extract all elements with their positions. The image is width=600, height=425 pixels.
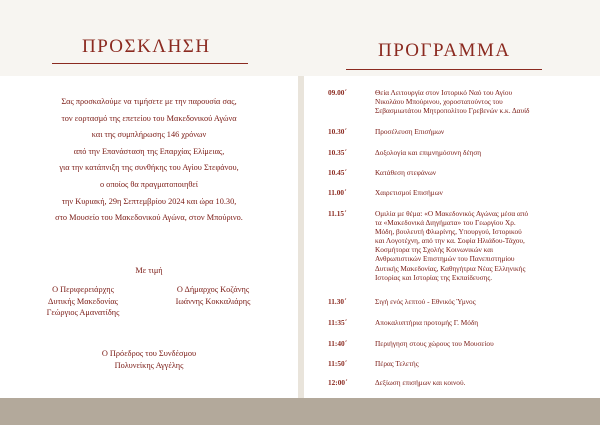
footer-band [0,398,600,425]
schedule-desc: Δεξίωση επισήμων και κοινού. [375,378,466,387]
schedule-time: 10.30΄ [328,127,347,136]
invitation-line: στο Μουσείο του Μακεδονικού Αγώνα, στον Μπούρινο. [55,213,243,223]
signatory-president [0,348,298,371]
schedule-time: 10.45΄ [328,168,347,177]
schedule-time: 10.35΄ [328,148,347,157]
invitation-line: την Κυριακή, 29η Σεπτεμβρίου 2024 και ώρα 10.30, [61,196,237,206]
schedule-time: 09.00΄ [328,88,347,97]
schedule-desc: Δοξολογία και επιμνημόσυνη δέηση [375,148,482,157]
signatory-governor [22,284,144,319]
invitation-line: ο οποίος θα πραγματοποιηθεί [99,179,199,189]
schedule-time: 11:50΄ [328,359,348,368]
schedule-time: 11.00΄ [328,188,347,197]
invitation-heading: ΠΡΟΣΚΛΗΣΗ [82,36,211,57]
signatory-line: Δυτικής Μακεδονίας [48,296,118,306]
invitation-line: για την κατάπνιξη της συνθήκης του Αγίου Στεφάνου, [59,163,239,173]
invitation-heading-rule [52,63,248,64]
schedule-desc: Πέρας Τελετής [375,359,419,368]
signatory-line: Ιωάννης Κοκκαλιάρης [175,296,251,306]
signatory-line: Ο Πρόεδρος του Συνδέσμου [101,349,197,358]
schedule-time: 11:35΄ [328,318,348,327]
schedule-desc: Χαιρετισμοί Επισήμων [375,188,443,197]
schedule-desc: Κατάθεση στεφάνων [375,168,437,177]
schedule-desc: Θεία Λειτουργία στον Ιστορικό Ναό του Αγίου Νικολάου Μπούρινου, χοροστατούντος του Σεβασμιωτάτου Μητροπολίτου Γρεβενών κ.κ. Δαυίδ [375,88,530,116]
signatory-line: Πολυνείκης Αγγέλης [114,360,184,370]
invitation-line: και της συμπλήρωσης 146 χρόνων [91,130,207,140]
schedule-desc: Περιήγηση στους χώρους του Μουσείου [375,339,494,348]
invitation-line: από την Επανάσταση της Επαρχίας Ελίμειας, [73,146,225,156]
honor-line: Με τιμή [135,266,163,275]
schedule-desc: Προσέλευση Επισήμων [375,127,445,136]
schedule-desc: Ομιλία με θέμα: «Ο Μακεδονικός Αγώνας μέσα από τα «Μακεδονικά Διηγήματα» του Γεωργίου Χρ. Μόδη, βουλευτή Φλωρίνης, Υπουργού, Ιστορικού και Λογοτέχνη, από την κα. Σοφία Ηλιάδου-Τάχου, Κοσμήτορα της Σχολής Κοινωνικών και Ανθρωπιστικών Επιστημών του Πανεπιστημίου Δυτικής Μακεδονίας, Καθηγήτρια Νέας Ελληνικής Ιστορίας και Ιστορίας της Εκπαίδευσης. [375,209,529,282]
invitation-line: Σας προσκαλούμε να τιμήσετε με την παρουσία σας, [61,97,237,106]
program-heading-rule [346,69,542,70]
signatory-line: Γεώργιος Αμανατίδης [46,308,120,317]
schedule-time: 12:00΄ [328,378,348,387]
signatory-line: Ο Περιφερειάρχης [52,285,114,294]
signatory-mayor [148,284,278,307]
schedule-desc: Αποκαλυπτήρια προτομής Γ. Μόδη [375,318,479,327]
invitation-line: τον εορτασμό της επετείου του Μακεδονικού Αγώνα [61,113,237,123]
program-heading: ΠΡΟΓΡΑΜΜΑ [378,40,511,61]
schedule-time: 11.15΄ [328,209,347,218]
schedule-desc: Σιγή ενός λεπτού - Εθνικός Ύμνος [375,297,476,306]
invitation-text [4,94,294,227]
schedule-time: 11:40΄ [328,339,348,348]
schedule-time: 11.30΄ [328,297,347,306]
signatory-line: Ο Δήμαρχος Κοζάνης [176,285,250,294]
